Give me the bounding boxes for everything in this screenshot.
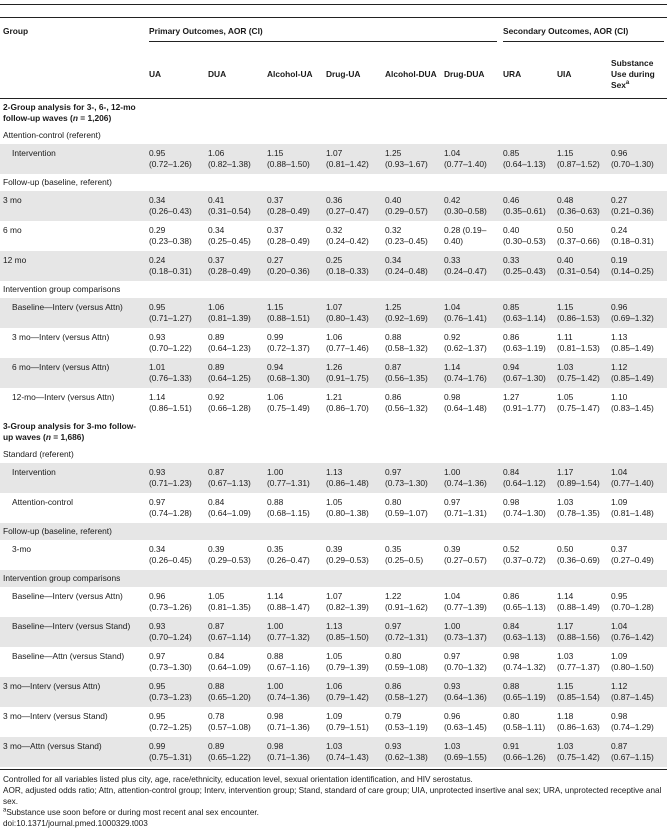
aor-cell: 1.04 (0.77–1.40) <box>441 144 500 174</box>
aor-cell: 1.17 (0.88–1.56) <box>554 617 608 647</box>
aor-cell: 0.96 (0.69–1.32) <box>608 298 667 328</box>
table-row <box>0 587 667 617</box>
section-heading-row <box>0 99 667 128</box>
aor-cell: 0.98 (0.71–1.36) <box>264 737 323 767</box>
table-row <box>0 388 667 418</box>
row-label: 3 mo <box>0 191 146 221</box>
aor-cell: 0.37 (0.28–0.49) <box>267 225 310 246</box>
aor-cell: 0.85 (0.63–1.14) <box>500 298 554 328</box>
aor-cell: 1.13 (0.85–1.49) <box>611 332 654 353</box>
row-label: Baseline—Attn (versus Stand) <box>12 651 125 661</box>
aor-cell: 1.13 (0.85–1.50) <box>323 617 382 647</box>
aor-cell: 1.00 (0.73–1.37) <box>441 617 500 647</box>
table-row <box>0 707 667 737</box>
table-row <box>0 358 667 388</box>
column-header-row <box>0 50 667 99</box>
column-header: Alcohol-DUA <box>382 50 441 99</box>
aor-cell: 1.06 (0.75–1.49) <box>267 392 310 413</box>
aor-cell: 1.27 (0.91–1.77) <box>503 392 546 413</box>
aor-cell: 0.35 (0.26–0.47) <box>267 544 310 565</box>
aor-cell: 0.88 (0.65–1.19) <box>500 677 554 707</box>
aor-cell: 0.86 (0.65–1.13) <box>503 591 546 612</box>
aor-cell: 1.00 (0.74–1.36) <box>264 677 323 707</box>
aor-cell: 0.93 (0.62–1.38) <box>382 737 441 767</box>
subheading-row <box>0 523 667 540</box>
aor-cell: 0.97 (0.71–1.31) <box>444 497 487 518</box>
aor-cell: 0.93 (0.71–1.23) <box>146 463 205 493</box>
top-rule <box>0 4 667 5</box>
table-row <box>0 677 667 707</box>
aor-cell: 1.03 (0.77–1.37) <box>557 651 600 672</box>
aor-cell: 0.27 (0.20–0.36) <box>264 251 323 281</box>
aor-cell: 0.40 (0.29–0.57) <box>382 191 441 221</box>
aor-cell: 1.03 (0.78–1.35) <box>557 497 600 518</box>
aor-cell: 0.39 (0.29–0.53) <box>208 544 251 565</box>
aor-cell: 1.15 (0.85–1.54) <box>554 677 608 707</box>
aor-cell: 0.87 (0.56–1.35) <box>382 358 441 388</box>
aor-cell: 0.84 (0.64–1.12) <box>500 463 554 493</box>
aor-cell: 0.32 (0.23–0.45) <box>385 225 428 246</box>
aor-cell: 1.07 (0.82–1.39) <box>326 591 369 612</box>
column-header: DUA <box>205 50 264 99</box>
column-header: Drug-DUA <box>441 50 500 99</box>
aor-cell: 1.25 (0.92–1.69) <box>382 298 441 328</box>
aor-cell: 0.80 (0.59–1.07) <box>385 497 428 518</box>
aor-cell: 1.01 (0.76–1.33) <box>146 358 205 388</box>
aor-cell: 0.95 (0.72–1.25) <box>149 711 192 732</box>
aor-cell: 1.15 (0.87–1.52) <box>554 144 608 174</box>
aor-cell: 1.13 (0.86–1.48) <box>323 463 382 493</box>
aor-cell: 0.39 (0.27–0.57) <box>444 544 487 565</box>
row-label: Baseline—Interv (versus Attn) <box>12 591 123 601</box>
aor-cell: 1.09 (0.81–1.48) <box>611 497 654 518</box>
aor-cell: 0.84 (0.64–1.09) <box>208 497 251 518</box>
aor-cell: 0.96 (0.73–1.26) <box>149 591 192 612</box>
aor-cell: 0.32 (0.24–0.42) <box>326 225 369 246</box>
aor-cell: 0.52 (0.37–0.72) <box>503 544 546 565</box>
aor-cell: 1.05 (0.80–1.38) <box>326 497 369 518</box>
aor-cell: 1.03 (0.75–1.42) <box>554 358 608 388</box>
aor-cell: 1.04 (0.76–1.42) <box>608 617 667 647</box>
aor-cell: 0.80 (0.58–1.11) <box>503 711 546 732</box>
aor-cell: 1.26 (0.91–1.75) <box>323 358 382 388</box>
aor-cell: 0.35 (0.25–0.5) <box>385 544 424 565</box>
aor-cell: 0.84 (0.63–1.13) <box>500 617 554 647</box>
aor-cell: 1.05 (0.75–1.47) <box>557 392 600 413</box>
aor-cell: 0.36 (0.27–0.47) <box>323 191 382 221</box>
subheading: Standard (referent) <box>3 449 74 459</box>
column-header: Alcohol-UA <box>264 50 323 99</box>
section-heading: 3-Group analysis for 3-mo follow-up waves (n = 1,686) <box>3 421 137 442</box>
aor-cell: 1.07 (0.80–1.43) <box>323 298 382 328</box>
aor-cell: 1.14 (0.88–1.49) <box>557 591 600 612</box>
aor-cell: 1.04 (0.77–1.40) <box>608 463 667 493</box>
column-header: Substance Use during Sex$^a$ <box>608 50 667 99</box>
aor-cell: 1.17 (0.89–1.54) <box>554 463 608 493</box>
aor-cell: 0.98 (0.64–1.48) <box>444 392 487 413</box>
aor-cell: 0.98 (0.74–1.32) <box>503 651 546 672</box>
aor-cell: 1.05 (0.79–1.39) <box>326 651 369 672</box>
aor-cell: 0.88 (0.68–1.15) <box>267 497 310 518</box>
aor-cell: 0.87 (0.67–1.15) <box>608 737 667 767</box>
aor-cell: 1.15 (0.86–1.53) <box>554 298 608 328</box>
footnote-doi: doi:10.1371/journal.pmed.1000329.t003 <box>3 819 148 828</box>
aor-cell: 1.05 (0.81–1.35) <box>208 591 251 612</box>
aor-cell: 1.06 (0.77–1.46) <box>326 332 369 353</box>
table-row <box>0 191 667 221</box>
aor-cell: 0.94 (0.67–1.30) <box>500 358 554 388</box>
subheading: Attention-control (referent) <box>3 130 101 140</box>
row-label: 6 mo <box>3 225 22 235</box>
aor-cell: 1.15 (0.88–1.51) <box>264 298 323 328</box>
aor-cell: 0.86 (0.56–1.32) <box>385 392 428 413</box>
aor-cell: 0.39 (0.29–0.53) <box>326 544 369 565</box>
aor-cell: 0.96 (0.70–1.30) <box>608 144 667 174</box>
aor-cell: 0.93 (0.70–1.22) <box>149 332 192 353</box>
aor-cell: 0.33 (0.24–0.47) <box>441 251 500 281</box>
row-label: 3-mo <box>12 544 32 554</box>
column-header: Drug-UA <box>323 50 382 99</box>
row-label: Attention-control <box>12 497 73 507</box>
table-row <box>0 493 667 523</box>
aor-cell: 0.28 (0.19– 0.40) <box>444 225 487 246</box>
row-label: 12 mo <box>0 251 146 281</box>
aor-cell: 0.93 (0.64–1.36) <box>441 677 500 707</box>
aor-cell: 0.96 (0.63–1.45) <box>444 711 487 732</box>
aor-cell: 1.06 (0.81–1.39) <box>205 298 264 328</box>
row-label: Intervention <box>0 144 146 174</box>
aor-cell: 1.14 (0.88–1.47) <box>267 591 310 612</box>
aor-cell: 0.27 (0.21–0.36) <box>608 191 667 221</box>
aor-cell: 0.24 (0.18–0.31) <box>146 251 205 281</box>
aor-cell: 0.91 (0.66–1.26) <box>500 737 554 767</box>
subheading: Follow-up (baseline, referent) <box>0 523 667 540</box>
section-heading: 2-Group analysis for 3-, 6-, 12-mo follow-up waves (n = 1,206) <box>3 102 136 123</box>
aor-cell: 1.12 (0.87–1.45) <box>608 677 667 707</box>
aor-cell: 0.97 (0.70–1.32) <box>444 651 487 672</box>
section-heading-row <box>0 418 667 446</box>
table-row <box>0 251 667 281</box>
secondary-outcomes-header: Secondary Outcomes, AOR (CI) <box>500 18 667 51</box>
footnote-controls: Controlled for all variables listed plus city, age, race/ethnicity, education level, sexual orientation identification, and HIV serostatus. <box>3 775 473 784</box>
aor-cell: 0.37 (0.28–0.49) <box>264 191 323 221</box>
aor-cell: 0.33 (0.25–0.43) <box>500 251 554 281</box>
aor-cell: 0.19 (0.14–0.25) <box>608 251 667 281</box>
aor-cell: 0.40 (0.31–0.54) <box>554 251 608 281</box>
table-row <box>0 298 667 328</box>
aor-cell: 1.04 (0.77–1.39) <box>444 591 487 612</box>
aor-cell: 0.41 (0.31–0.54) <box>205 191 264 221</box>
aor-cell: 0.50 (0.37–0.66) <box>557 225 600 246</box>
table-row <box>0 328 667 358</box>
table-row <box>0 463 667 493</box>
aor-cell: 0.92 (0.62–1.37) <box>444 332 487 353</box>
aor-cell: 0.34 (0.26–0.45) <box>149 544 192 565</box>
subheading: Intervention group comparisons <box>0 570 667 587</box>
aor-cell: 0.87 (0.67–1.14) <box>205 617 264 647</box>
aor-cell: 0.97 (0.72–1.31) <box>382 617 441 647</box>
aor-cell: 0.97 (0.73–1.30) <box>149 651 192 672</box>
aor-cell: 1.09 (0.80–1.50) <box>611 651 654 672</box>
primary-outcomes-header: Primary Outcomes, AOR (CI) <box>146 18 500 51</box>
aor-cell: 0.95 (0.72–1.26) <box>146 144 205 174</box>
aor-cell: 1.00 (0.74–1.36) <box>441 463 500 493</box>
row-label: 3 mo—Interv (versus Stand) <box>3 711 108 721</box>
table-body <box>0 99 667 768</box>
aor-cell: 0.98 (0.74–1.30) <box>503 497 546 518</box>
aor-cell: 1.18 (0.86–1.63) <box>557 711 600 732</box>
aor-cell: 0.24 (0.18–0.31) <box>611 225 654 246</box>
aor-cell: 1.22 (0.91–1.62) <box>385 591 428 612</box>
aor-cell: 0.34 (0.25–0.45) <box>208 225 251 246</box>
aor-cell: 0.89 (0.64–1.23) <box>208 332 251 353</box>
aor-cell: 1.21 (0.86–1.70) <box>326 392 369 413</box>
aor-cell: 0.78 (0.57–1.08) <box>208 711 251 732</box>
aor-cell: 0.93 (0.70–1.24) <box>146 617 205 647</box>
aor-cell: 1.11 (0.81–1.53) <box>557 332 600 353</box>
row-label: 3 mo—Attn (versus Stand) <box>0 737 146 767</box>
table-row <box>0 144 667 174</box>
aor-cell: 0.88 (0.67–1.16) <box>267 651 310 672</box>
subheading: Follow-up (baseline, referent) <box>3 177 112 187</box>
footnote-a: $^a$Substance use soon before or during most recent anal sex encounter. <box>3 807 259 817</box>
aor-cell: 0.87 (0.67–1.13) <box>205 463 264 493</box>
aor-cell: 1.14 (0.74–1.76) <box>441 358 500 388</box>
aor-cell: 0.99 (0.72–1.37) <box>267 332 310 353</box>
aor-cell: 0.80 (0.59–1.08) <box>385 651 428 672</box>
aor-cell: 0.97 (0.73–1.30) <box>382 463 441 493</box>
table-row <box>0 737 667 767</box>
aor-cell: 0.50 (0.36–0.69) <box>557 544 600 565</box>
table-row <box>0 647 667 677</box>
table-row <box>0 221 667 251</box>
aor-cell: 0.42 (0.30–0.58) <box>441 191 500 221</box>
row-label: 3 mo—Interv (versus Attn) <box>0 677 146 707</box>
aor-cell: 0.92 (0.66–1.28) <box>208 392 251 413</box>
aor-cell: 1.04 (0.76–1.41) <box>441 298 500 328</box>
aor-cell: 0.34 (0.26–0.43) <box>146 191 205 221</box>
row-label: Intervention <box>0 463 146 493</box>
footnote-abbreviations: AOR, adjusted odds ratio; Attn, attention-control group; Interv, intervention group; Stand, standard of care group; UIA, unprotected insertive anal sex; URA, unprotected receptive anal sex. <box>3 786 662 806</box>
aor-cell: 1.10 (0.83–1.45) <box>611 392 654 413</box>
column-header: UA <box>146 50 205 99</box>
column-header: UIA <box>554 50 608 99</box>
aor-cell: 0.29 (0.23–0.38) <box>149 225 192 246</box>
bottom-rule <box>0 769 667 770</box>
aor-cell: 0.88 (0.65–1.20) <box>205 677 264 707</box>
aor-cell: 0.85 (0.64–1.13) <box>500 144 554 174</box>
column-header: URA <box>500 50 554 99</box>
aor-cell: 0.95 (0.70–1.28) <box>611 591 654 612</box>
footnotes <box>3 774 663 829</box>
aor-cell: 1.06 (0.82–1.38) <box>205 144 264 174</box>
aor-cell: 1.12 (0.85–1.49) <box>608 358 667 388</box>
subheading-row <box>0 127 667 144</box>
subheading-row <box>0 174 667 191</box>
aor-cell: 1.09 (0.79–1.51) <box>326 711 369 732</box>
aor-cell: 0.98 (0.71–1.36) <box>267 711 310 732</box>
subheading: Intervention group comparisons <box>3 284 121 294</box>
aor-cell: 0.34 (0.24–0.48) <box>382 251 441 281</box>
aor-cell: 1.00 (0.77–1.32) <box>264 617 323 647</box>
aor-cell: 0.37 (0.27–0.49) <box>611 544 654 565</box>
aor-cell: 1.25 (0.93–1.67) <box>382 144 441 174</box>
aor-cell: 0.86 (0.58–1.27) <box>382 677 441 707</box>
row-label: 6 mo—Interv (versus Attn) <box>0 358 146 388</box>
aor-cell: 0.46 (0.35–0.61) <box>500 191 554 221</box>
aor-cell: 1.03 (0.74–1.43) <box>323 737 382 767</box>
aor-cell: 0.99 (0.75–1.31) <box>146 737 205 767</box>
aor-cell: 0.97 (0.74–1.28) <box>149 497 192 518</box>
aor-cell: 0.25 (0.18–0.33) <box>323 251 382 281</box>
aor-cell: 0.95 (0.71–1.27) <box>146 298 205 328</box>
aor-cell: 0.89 (0.64–1.25) <box>205 358 264 388</box>
aor-cell: 0.84 (0.64–1.09) <box>208 651 251 672</box>
aor-cell: 1.03 (0.75–1.42) <box>554 737 608 767</box>
group-column-spacer <box>0 50 146 99</box>
aor-cell: 1.00 (0.77–1.31) <box>264 463 323 493</box>
aor-cell: 1.07 (0.81–1.42) <box>323 144 382 174</box>
subheading-row <box>0 281 667 298</box>
subheading-row <box>0 446 667 463</box>
subheading-row <box>0 570 667 587</box>
aor-cell: 0.40 (0.30–0.53) <box>503 225 546 246</box>
group-header: Group <box>0 18 146 51</box>
aor-cell: 0.98 (0.74–1.29) <box>611 711 654 732</box>
aor-cell: 1.06 (0.79–1.42) <box>323 677 382 707</box>
table-row <box>0 540 667 570</box>
aor-cell: 0.37 (0.28–0.49) <box>205 251 264 281</box>
row-label: 12-mo—Interv (versus Attn) <box>12 392 115 402</box>
aor-cell: 0.88 (0.58–1.32) <box>385 332 428 353</box>
aor-cell: 1.03 (0.69–1.55) <box>441 737 500 767</box>
aor-cell: 0.86 (0.63–1.19) <box>503 332 546 353</box>
aor-cell: 0.48 (0.36–0.63) <box>554 191 608 221</box>
row-label: 3 mo—Interv (versus Attn) <box>12 332 110 342</box>
aor-cell: 1.15 (0.88–1.50) <box>264 144 323 174</box>
aor-cell: 1.14 (0.86–1.51) <box>149 392 192 413</box>
results-table <box>0 17 667 767</box>
row-label: Baseline—Interv (versus Stand) <box>0 617 146 647</box>
row-label: Baseline—Interv (versus Attn) <box>0 298 146 328</box>
aor-cell: 0.79 (0.53–1.19) <box>385 711 428 732</box>
aor-cell: 0.95 (0.73–1.23) <box>146 677 205 707</box>
aor-cell: 0.94 (0.68–1.30) <box>264 358 323 388</box>
table-row <box>0 617 667 647</box>
aor-cell: 0.89 (0.65–1.22) <box>205 737 264 767</box>
